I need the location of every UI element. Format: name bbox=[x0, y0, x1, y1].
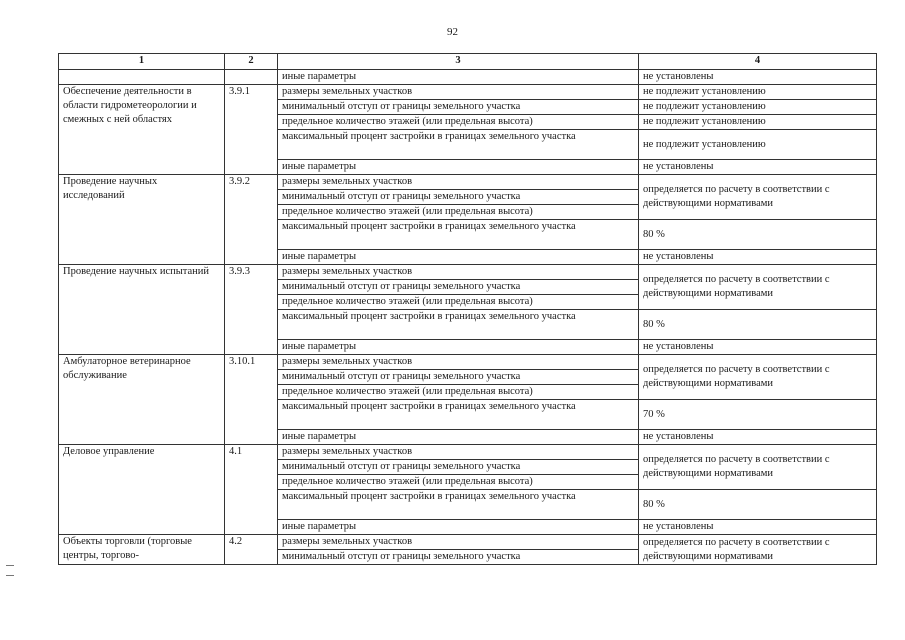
value-cell: не подлежит установлению bbox=[639, 115, 877, 130]
value-cell-merged: определяется по расчету в соответствии с действующими нормативами bbox=[639, 535, 877, 565]
use-type-code: 3.9.2 bbox=[225, 175, 278, 265]
regulations-table bbox=[58, 53, 877, 565]
use-type-code: 4.1 bbox=[225, 445, 278, 535]
use-type-code: 4.2 bbox=[225, 535, 278, 565]
parameter-cell: максимальный процент застройки в границах земельного участка bbox=[278, 490, 639, 520]
margin-mark bbox=[6, 565, 14, 576]
parameter-cell: максимальный процент застройки в границах земельного участка bbox=[278, 310, 639, 340]
value-cell: 70 % bbox=[639, 400, 877, 430]
table-body bbox=[59, 70, 877, 565]
use-type-name: Проведение научных испытаний bbox=[59, 265, 225, 355]
header-col-1: 1 bbox=[59, 54, 225, 70]
table-row bbox=[59, 85, 877, 100]
parameter-cell: предельное количество этажей (или предельная высота) bbox=[278, 475, 639, 490]
value-cell-merged: определяется по расчету в соответствии с действующими нормативами bbox=[639, 355, 877, 400]
value-cell-merged: определяется по расчету в соответствии с действующими нормативами bbox=[639, 175, 877, 220]
use-type-name: Амбулаторное ветеринарное обслуживание bbox=[59, 355, 225, 445]
table-row bbox=[59, 355, 877, 370]
parameter-cell: размеры земельных участков bbox=[278, 265, 639, 280]
parameter-cell: минимальный отступ от границы земельного участка bbox=[278, 100, 639, 115]
value-cell: не установлены bbox=[639, 430, 877, 445]
header-col-2: 2 bbox=[225, 54, 278, 70]
value-cell-merged: определяется по расчету в соответствии с действующими нормативами bbox=[639, 265, 877, 310]
table-row bbox=[59, 70, 877, 85]
parameter-cell: размеры земельных участков bbox=[278, 535, 639, 550]
empty-name-cell bbox=[59, 70, 225, 85]
empty-code-cell bbox=[225, 70, 278, 85]
parameter-cell: минимальный отступ от границы земельного участка bbox=[278, 460, 639, 475]
page-number: 92 bbox=[447, 26, 458, 38]
header-row bbox=[59, 54, 877, 70]
value-cell: не установлены bbox=[639, 520, 877, 535]
value-cell: 80 % bbox=[639, 490, 877, 520]
parameter-cell: предельное количество этажей (или предельная высота) bbox=[278, 385, 639, 400]
parameter-cell: размеры земельных участков bbox=[278, 175, 639, 190]
parameter-cell: иные параметры bbox=[278, 430, 639, 445]
parameter-cell: иные параметры bbox=[278, 520, 639, 535]
value-cell: не подлежит установлению bbox=[639, 100, 877, 115]
use-type-code: 3.9.1 bbox=[225, 85, 278, 175]
parameter-cell: минимальный отступ от границы земельного участка bbox=[278, 370, 639, 385]
use-type-name: Проведение научных исследований bbox=[59, 175, 225, 265]
use-type-name: Объекты торговли (торговые центры, торгово- bbox=[59, 535, 225, 565]
value-cell: 80 % bbox=[639, 310, 877, 340]
use-type-code: 3.10.1 bbox=[225, 355, 278, 445]
parameter-cell: минимальный отступ от границы земельного участка bbox=[278, 280, 639, 295]
value-cell-merged: определяется по расчету в соответствии с действующими нормативами bbox=[639, 445, 877, 490]
header-col-3: 3 bbox=[278, 54, 639, 70]
parameter-cell: размеры земельных участков bbox=[278, 355, 639, 370]
parameter-cell: предельное количество этажей (или предельная высота) bbox=[278, 115, 639, 130]
parameter-cell: минимальный отступ от границы земельного участка bbox=[278, 550, 639, 565]
parameter-cell: иные параметры bbox=[278, 70, 639, 85]
parameter-cell: размеры земельных участков bbox=[278, 85, 639, 100]
value-cell: не подлежит установлению bbox=[639, 85, 877, 100]
parameter-cell: максимальный процент застройки в границах земельного участка bbox=[278, 220, 639, 250]
table-row bbox=[59, 535, 877, 550]
parameter-cell: предельное количество этажей (или предельная высота) bbox=[278, 205, 639, 220]
value-cell: 80 % bbox=[639, 220, 877, 250]
value-cell: не установлены bbox=[639, 340, 877, 355]
parameter-cell: минимальный отступ от границы земельного участка bbox=[278, 190, 639, 205]
use-type-name: Деловое управление bbox=[59, 445, 225, 535]
value-cell: не подлежит установлению bbox=[639, 130, 877, 160]
table-row bbox=[59, 445, 877, 460]
value-cell: не установлены bbox=[639, 70, 877, 85]
parameter-cell: максимальный процент застройки в границах земельного участка bbox=[278, 130, 639, 160]
parameter-cell: иные параметры bbox=[278, 250, 639, 265]
table-row bbox=[59, 175, 877, 190]
parameter-cell: предельное количество этажей (или предельная высота) bbox=[278, 295, 639, 310]
use-type-code: 3.9.3 bbox=[225, 265, 278, 355]
value-cell: не установлены bbox=[639, 160, 877, 175]
use-type-name: Обеспечение деятельности в области гидрометеорологии и смежных с ней областях bbox=[59, 85, 225, 175]
parameter-cell: иные параметры bbox=[278, 340, 639, 355]
value-cell: не установлены bbox=[639, 250, 877, 265]
header-col-4: 4 bbox=[639, 54, 877, 70]
parameter-cell: размеры земельных участков bbox=[278, 445, 639, 460]
parameter-cell: максимальный процент застройки в границах земельного участка bbox=[278, 400, 639, 430]
parameter-cell: иные параметры bbox=[278, 160, 639, 175]
table-row bbox=[59, 265, 877, 280]
